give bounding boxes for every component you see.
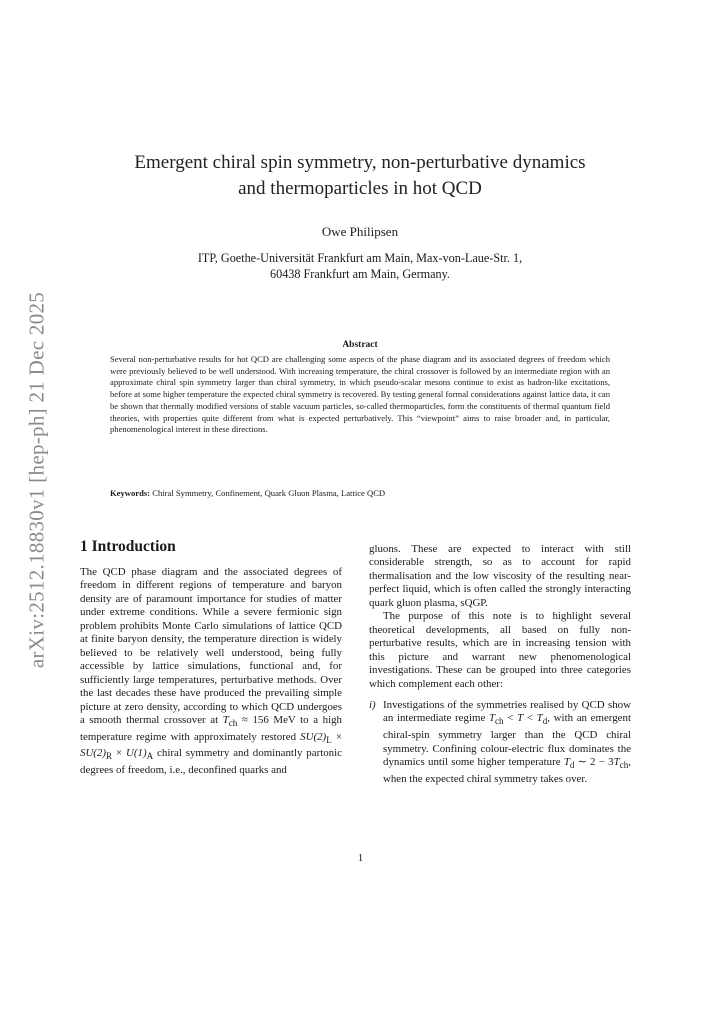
abstract-heading: Abstract xyxy=(342,340,378,350)
math-t: T xyxy=(563,755,570,768)
page-number: 1 xyxy=(357,852,364,864)
math-sub-ch: ch xyxy=(228,718,238,729)
math-su2-r: SU(2) xyxy=(80,747,107,760)
math-sub-r: R xyxy=(106,751,113,762)
math-t: T xyxy=(613,755,620,768)
list-text-a: Investigations of the symmetries realised by QCD show an intermediate regime xyxy=(383,698,631,725)
arxiv-identifier: arXiv:2512.18830v1 [hep-ph] 21 Dec 2025 xyxy=(24,291,49,669)
list-marker: i) xyxy=(369,698,376,711)
intro-left-text-b: ≈ 156 MeV to a high temperature regime with approximately restored xyxy=(80,713,342,743)
title-line-1: Emergent chiral spin symmetry, non-perturbative dynamics xyxy=(134,152,586,173)
intro-right-paragraph-1: gluons. These are expected to interact with still considerable strength, so as to account for rapid thermalisation and the low viscosity of the resulting near-perfect liquid, which is often called the strongly interacting quark gluon plasma, sQGP. xyxy=(369,543,631,609)
math-su2: SU(2) xyxy=(300,730,327,743)
intro-right-column xyxy=(369,543,631,786)
list-item xyxy=(369,699,631,786)
list-text-d: , when the expected chiral symmetry takes over. xyxy=(383,755,631,785)
intro-left-column xyxy=(80,566,342,777)
math-lt-2: < xyxy=(523,712,537,725)
math-sub-ch: ch xyxy=(495,716,504,727)
math-t: T xyxy=(536,712,543,725)
intro-left-text-c: chiral symmetry and dominantly partonic degrees of freedom, i.e., deconfined quarks and xyxy=(80,747,342,776)
affiliation-line-1: ITP, Goethe-Universität Frankfurt am Main, Max-von-Laue-Str. 1, xyxy=(197,251,523,265)
math-sub-a: A xyxy=(146,751,154,762)
author-name: Owe Philipsen xyxy=(321,224,399,239)
list-text-b: , with an emergent chiral-spin symmetry larger than the QCD chiral symmetry. Confining colour-electric flux dominates the dynamics until some higher temperature xyxy=(383,712,631,768)
math-sub-d: d xyxy=(542,716,548,727)
arxiv-stamp xyxy=(20,290,54,670)
math-lt-1: < xyxy=(503,712,518,725)
list-text-c: ∼ 2 − 3 xyxy=(574,755,614,768)
abstract-body: Several non-perturbative results for hot QCD are challenging some aspects of the phase diagram and its associated degrees of freedom which were previously believed to be well understood. With increasing temperature, the chiral crossover is followed by an intermediate region with an approximate chiral spin symmetry larger than chiral symmetry, in which pseudo-scalar mesons continue to exist as hadron-like excitations, before at some higher temperature the expected chiral symmetry is recovered. By testing general formal considerations against lattice data, it can be shown that thermally modified versions of stable vacuum particles, so-called thermoparticles, form the constituents of thermal quantum field theories, with properties quite different from what is expected perturbatively. This “viewpoint” aims to raise broader and, in particular, phenomenological interest in these directions. xyxy=(110,354,610,435)
affiliation-line-2: 60438 Frankfurt am Main, Germany. xyxy=(270,267,450,281)
math-sub-ch: ch xyxy=(619,760,629,771)
intro-right-paragraph-2: The purpose of this note is to highlight several theoretical developments, all based on fully non-perturbative results, which are in increasing tension with this picture and warrant new phenomenological investigations. These can be grouped into three categories which complement each other: xyxy=(369,610,631,690)
math-t: T xyxy=(517,712,524,725)
keywords-label: Keywords: xyxy=(110,488,151,498)
math-times-1: × xyxy=(331,730,342,743)
math-t: T xyxy=(222,713,229,726)
math-t: T xyxy=(488,712,496,725)
keywords-list: Chiral Symmetry, Confinement, Quark Gluon Plasma, Lattice QCD xyxy=(152,488,386,498)
math-times-2: × xyxy=(112,747,127,760)
affiliation xyxy=(110,250,610,282)
title-line-2: and thermoparticles in hot QCD xyxy=(238,178,482,199)
keywords xyxy=(110,488,610,498)
intro-left-text-a: The QCD phase diagram and the associated degrees of freedom in different regions of temperature and baryon density are of paramount importance for studies of matter under extreme conditions. While a severe fermionic sign problem prohibits Monte Carlo simulations of lattice QCD at finite baryon density, the temperature direction is widely believed to be relatively well understood, being fully accessible by lattice simulations, functional and, for sufficiently large temperatures, perturbative methods. Over the last decades these have produced the prevailing simple picture at zero density, according to which QCD undergoes a smooth thermal crossover at xyxy=(80,566,342,726)
math-u1: U(1) xyxy=(126,747,147,760)
section-heading: 1 Introduction xyxy=(80,538,176,555)
paper-title xyxy=(80,150,640,202)
math-sub-d: d xyxy=(569,760,575,771)
math-sub-l: L xyxy=(326,734,332,745)
